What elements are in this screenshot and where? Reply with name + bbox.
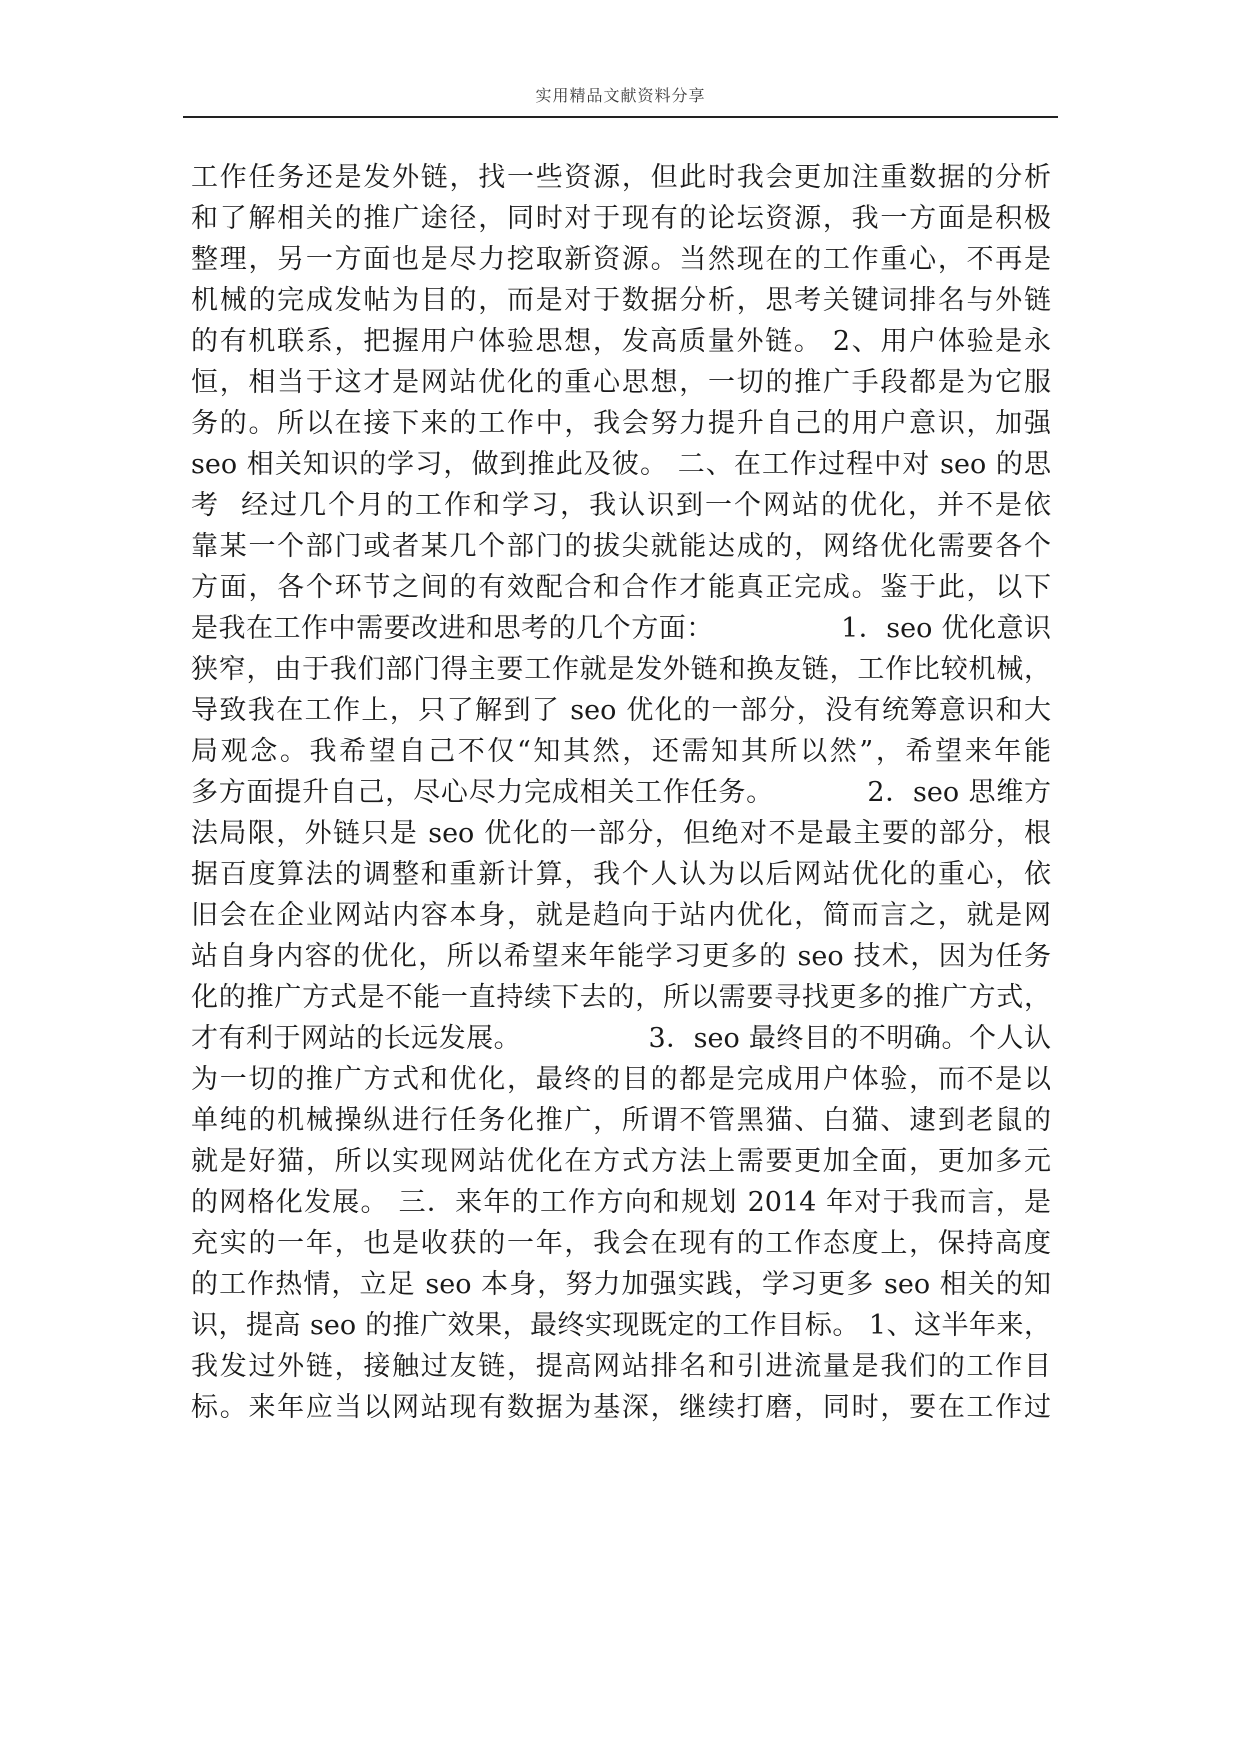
page-header-title: 实用精品文献资料分享 xyxy=(535,86,706,105)
paragraph-line: 站自身内容的优化，所以希望来年能学习更多的 seo 技术，因为任务 xyxy=(191,941,1051,972)
paragraph-line: 靠某一个部门或者某几个部门的拔尖就能达成的，网络优化需要各个 xyxy=(191,531,1051,562)
paragraph-line: 旧会在企业网站内容本身，就是趋向于站内优化，简而言之，就是网 xyxy=(191,900,1051,931)
paragraph-line: 导致我在工作上，只了解到了 seo 优化的一部分，没有统筹意识和大 xyxy=(191,695,1051,726)
paragraph-line: 据百度算法的调整和重新计算，我个人认为以后网站优化的重心，依 xyxy=(191,859,1051,890)
paragraph-line: 识，提高 seo 的推广效果，最终实现既定的工作目标。 1、这半年来， xyxy=(191,1310,1051,1341)
paragraph-line: 务的。所以在接下来的工作中，我会努力提升自己的用户意识，加强 xyxy=(191,408,1051,439)
paragraph-line: 是我在工作中需要改进和思考的几个方面： 1．seo 优化意识 xyxy=(191,613,1051,644)
paragraph-line: 局观念。我希望自己不仅“知其然，还需知其所以然”，希望来年能 xyxy=(191,736,1051,767)
paragraph-line: 和了解相关的推广途径，同时对于现有的论坛资源，我一方面是积极 xyxy=(191,203,1051,234)
paragraph-line: 法局限，外链只是 seo 优化的一部分，但绝对不是最主要的部分，根 xyxy=(191,818,1051,849)
page-header xyxy=(183,86,1058,118)
paragraph-line: 化的推广方式是不能一直持续下去的，所以需要寻找更多的推广方式， xyxy=(191,982,1051,1013)
paragraph-line: 狭窄，由于我们部门得主要工作就是发外链和换友链，工作比较机械， xyxy=(191,654,1051,685)
paragraph-line: 恒，相当于这才是网站优化的重心思想，一切的推广手段都是为它服 xyxy=(191,367,1051,398)
paragraph-line: 才有利于网站的长远发展。 3．seo 最终目的不明确。个人认 xyxy=(191,1023,1051,1054)
paragraph-line: seo 相关知识的学习，做到推此及彼。 二、在工作过程中对 seo 的思 xyxy=(191,449,1051,480)
paragraph-line: 就是好猫，所以实现网站优化在方式方法上需要更加全面，更加多元 xyxy=(191,1146,1051,1177)
paragraph-line: 方面，各个环节之间的有效配合和合作才能真正完成。鉴于此，以下 xyxy=(191,572,1051,603)
paragraph-line: 考 经过几个月的工作和学习，我认识到一个网站的优化，并不是依 xyxy=(191,490,1051,521)
paragraph-line: 的有机联系，把握用户体验思想，发高质量外链。 2、用户体验是永 xyxy=(191,326,1051,357)
paragraph-line: 工作任务还是发外链，找一些资源，但此时我会更加注重数据的分析 xyxy=(191,162,1051,193)
paragraph-line: 充实的一年，也是收获的一年，我会在现有的工作态度上，保持高度 xyxy=(191,1228,1051,1259)
paragraph-line: 我发过外链，接触过友链，提高网站排名和引进流量是我们的工作目 xyxy=(191,1351,1051,1382)
paragraph-line: 机械的完成发帖为目的，而是对于数据分析，思考关键词排名与外链 xyxy=(191,285,1051,316)
body-text xyxy=(191,157,1051,1428)
paragraph-line: 的工作热情，立足 seo 本身，努力加强实践，学习更多 seo 相关的知 xyxy=(191,1269,1051,1300)
paragraph-line: 整理，另一方面也是尽力挖取新资源。当然现在的工作重心，不再是 xyxy=(191,244,1051,275)
paragraph-line: 为一切的推广方式和优化，最终的目的都是完成用户体验，而不是以 xyxy=(191,1064,1051,1095)
paragraph-line: 多方面提升自己，尽心尽力完成相关工作任务。 2．seo 思维方 xyxy=(191,777,1051,808)
paragraph-line: 的网格化发展。 三．来年的工作方向和规划 2014 年对于我而言，是 xyxy=(191,1187,1051,1218)
paragraph-line: 标。来年应当以网站现有数据为基深，继续打磨，同时，要在工作过 xyxy=(191,1392,1051,1423)
paragraph-line: 单纯的机械操纵进行任务化推广，所谓不管黑猫、白猫、逮到老鼠的 xyxy=(191,1105,1051,1136)
